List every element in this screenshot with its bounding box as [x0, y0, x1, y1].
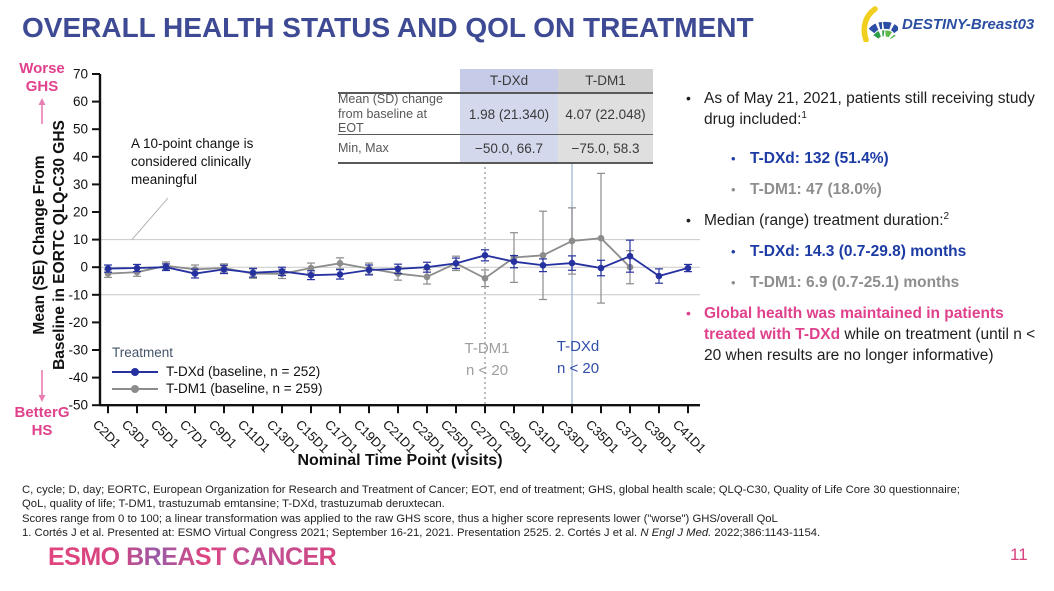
better-ghs-line2: HS — [31, 422, 53, 439]
legend-item — [112, 363, 322, 380]
bullet-marker-icon: • — [731, 244, 736, 259]
footnote-line — [22, 512, 1038, 526]
legend-label: T-DM1 (baseline, n = 259) — [166, 381, 323, 396]
ref-label-tdxd-line1: T-DXd — [556, 338, 600, 355]
worse-ghs-line2: GHS — [25, 78, 59, 95]
table-col-header-tdm1: T-DM1 — [558, 69, 653, 94]
svg-text:C21D1: C21D1 — [379, 416, 420, 456]
footnotes — [22, 483, 1038, 540]
table-row-label: Min, Max — [338, 135, 460, 164]
svg-text:C27D1: C27D1 — [466, 416, 507, 456]
svg-text:10: 10 — [72, 232, 88, 248]
legend-item — [112, 380, 322, 397]
footnote-line — [22, 526, 1038, 540]
clinical-meaning-annotation: A 10-point change is considered clinically meaningful — [131, 136, 254, 187]
legend-swatch-icon — [112, 371, 158, 373]
page-number: 11 — [1010, 545, 1028, 564]
svg-text:-20: -20 — [68, 314, 88, 330]
chart-legend — [112, 345, 322, 397]
ref-label-tdxd-line2: n < 20 — [556, 360, 600, 377]
legend-swatch-icon — [112, 388, 158, 390]
bullet-marker-icon: • — [731, 182, 736, 197]
svg-text:-50: -50 — [68, 397, 88, 413]
text-segment: N Engl J Med. — [640, 527, 712, 540]
text-segment: 2 — [943, 210, 950, 222]
ref-label-tdm1-line1: T-DM1 — [464, 340, 510, 357]
bullet-marker-icon: • — [686, 90, 691, 106]
svg-text:C41D1: C41D1 — [669, 416, 710, 456]
text-segment: As of May 21, 2021, patients still receiving study drug included: — [704, 90, 1035, 128]
svg-text:20: 20 — [72, 204, 88, 220]
y-axis-title-line2: Baseline in EORTC QLQ-C30 GHS — [51, 120, 68, 370]
text-segment: Global health was maintained in patients treated with T-DXd — [704, 305, 1004, 343]
text-segment: 2022;386:1143-1154. — [711, 527, 821, 540]
trial-logo — [858, 6, 1034, 42]
svg-text:60: 60 — [72, 94, 88, 110]
page-title: OVERALL HEALTH STATUS AND QOL ON TREATMENT — [22, 12, 754, 43]
text-segment: C, cycle; D, day; EORTC, European Organization for Research and Treatment of Cancer; EOT, end of treatment; GHS, global health scale; QLQ-C30, Quality of Life Core 30 questionnaire; — [22, 484, 960, 496]
sub-bullet-item — [686, 148, 1050, 169]
svg-text:C23D1: C23D1 — [408, 416, 449, 456]
bullet-text — [704, 88, 1050, 130]
table-corner-cell — [338, 69, 460, 94]
destiny-fan-icon — [858, 6, 898, 42]
legend-label: T-DXd (baseline, n = 252) — [166, 364, 321, 379]
bullet-text — [750, 179, 882, 200]
text-segment: while on treatment (until n < 20 when results are no longer informative) — [704, 326, 1036, 364]
summary-table — [338, 69, 653, 164]
svg-text:-10: -10 — [68, 287, 88, 303]
svg-text:C2D1: C2D1 — [89, 416, 124, 451]
svg-text:40: 40 — [72, 149, 88, 165]
svg-text:C33D1: C33D1 — [553, 416, 594, 456]
sub-bullet-item — [686, 272, 1050, 293]
svg-text:C19D1: C19D1 — [350, 416, 391, 456]
table-cell: −50.0, 66.7 — [460, 135, 558, 164]
svg-text:C35D1: C35D1 — [582, 416, 623, 456]
svg-text:C29D1: C29D1 — [495, 416, 536, 456]
svg-text:C37D1: C37D1 — [611, 416, 652, 456]
bullet-text — [750, 241, 966, 262]
sub-bullet-item — [686, 179, 1050, 200]
text-segment: T-DM1: 6.9 (0.7-25.1) months — [750, 274, 960, 291]
key-points-panel — [686, 88, 1050, 376]
x-axis-title: Nominal Time Point (visits) — [297, 452, 503, 469]
svg-text:0: 0 — [80, 259, 88, 275]
table-cell: −75.0, 58.3 — [558, 135, 653, 164]
text-segment: T-DXd: 132 (51.4%) — [750, 150, 889, 167]
bullet-item — [686, 88, 1050, 130]
table-cell: 1.98 (21.340) — [460, 94, 558, 135]
svg-text:C17D1: C17D1 — [321, 416, 362, 456]
text-segment: Median (range) treatment duration: — [704, 212, 944, 229]
table-row-label: Mean (SD) change from baseline at EOT — [338, 94, 460, 135]
bullet-text — [704, 210, 949, 231]
worse-ghs-line1: Worse — [19, 60, 65, 77]
bullet-marker-icon: • — [686, 305, 691, 321]
bullet-marker-icon: • — [731, 151, 736, 166]
svg-text:C15D1: C15D1 — [292, 416, 333, 456]
ref-label-tdm1 — [442, 338, 532, 382]
bullet-item — [686, 303, 1050, 366]
text-segment: T-DXd: 14.3 (0.7-29.8) months — [750, 243, 967, 260]
text-segment: QoL, quality of life; T-DM1, trastuzumab emtansine; T-DXd, trastuzumab deruxtecan. — [22, 498, 445, 511]
svg-text:C3D1: C3D1 — [118, 416, 153, 451]
svg-text:50: 50 — [72, 121, 88, 137]
footnote-line — [22, 483, 1038, 497]
svg-text:70: 70 — [72, 66, 88, 82]
svg-text:C25D1: C25D1 — [437, 416, 478, 456]
bullet-text — [750, 148, 889, 169]
bullet-marker-icon: • — [731, 275, 736, 290]
bullet-text — [750, 272, 959, 293]
table-col-header-tdxd: T-DXd — [460, 69, 558, 94]
y-axis-title-line1: Mean (SE) Change From — [31, 155, 48, 335]
svg-text:30: 30 — [72, 176, 88, 192]
svg-text:C31D1: C31D1 — [524, 416, 565, 456]
better-ghs-line1: BetterG — [14, 404, 70, 421]
text-segment: T-DM1: 47 (18.0%) — [750, 181, 882, 198]
sub-bullet-item — [686, 241, 1050, 262]
svg-text:C7D1: C7D1 — [176, 416, 211, 451]
svg-text:C39D1: C39D1 — [640, 416, 681, 456]
svg-text:C9D1: C9D1 — [205, 416, 240, 451]
table-cell: 4.07 (22.048) — [558, 94, 653, 135]
esmo-breast-cancer-logo: ESMO BREAST CANCER — [48, 543, 337, 571]
text-segment: Scores range from 0 to 100; a linear transformation was applied to the raw GHS score, thus a higher score represents lower ("worse") GHS/overall QoL — [22, 512, 778, 525]
trial-logo-text: DESTINY-Breast03 — [902, 15, 1035, 33]
text-segment: 1. Cortés J et al. Presented at: ESMO Virtual Congress 2021; September 16-21, 2021. Presentation 2525. 2. Cortés J et al. — [22, 527, 641, 540]
footnote-line — [22, 497, 1038, 511]
bullet-item — [686, 210, 1050, 231]
legend-rows — [112, 363, 322, 397]
ref-label-tdxd — [533, 336, 623, 380]
bullet-text — [704, 303, 1050, 366]
svg-text:C13D1: C13D1 — [263, 416, 304, 456]
ref-label-tdm1-line2: n < 20 — [465, 362, 509, 379]
svg-text:-40: -40 — [68, 370, 88, 386]
text-segment: 1 — [801, 109, 807, 121]
legend-title: Treatment — [112, 345, 174, 360]
svg-text:C5D1: C5D1 — [147, 416, 182, 451]
svg-text:-30: -30 — [68, 342, 88, 358]
svg-text:C11D1: C11D1 — [234, 416, 274, 456]
bullet-marker-icon: • — [686, 212, 691, 228]
